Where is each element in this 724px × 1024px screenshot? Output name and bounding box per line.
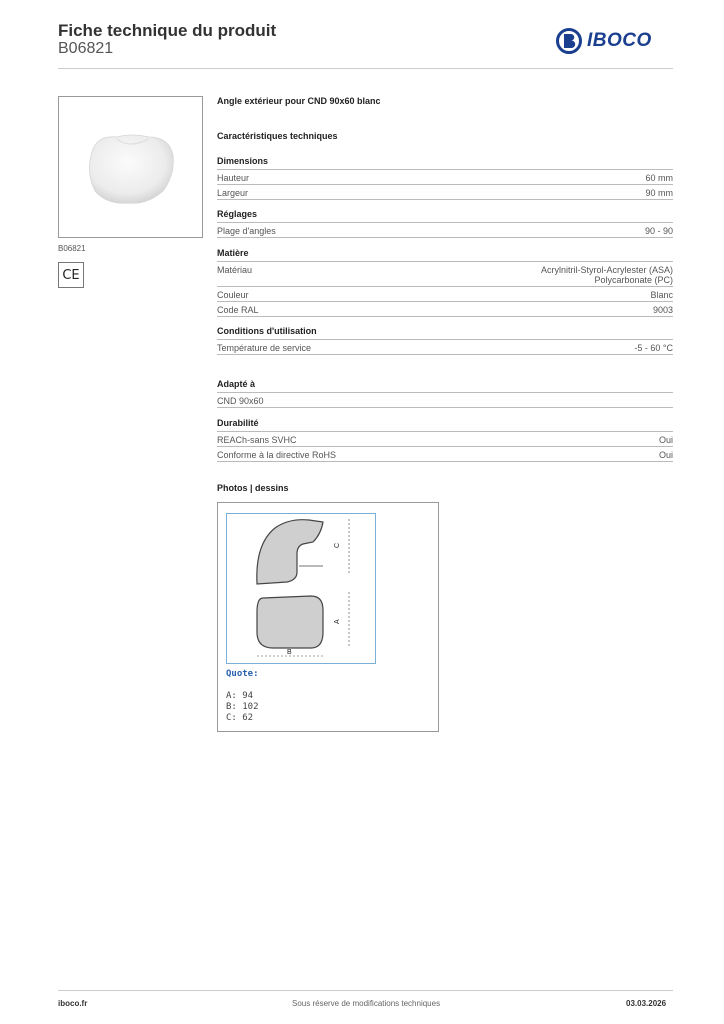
logo-text: IBOCO <box>587 30 652 51</box>
drawing-frame <box>226 513 376 664</box>
spec-value: Oui <box>658 435 673 445</box>
spec-row <box>217 169 673 184</box>
spec-value: Blanc <box>650 290 673 300</box>
matiere-section <box>217 248 673 317</box>
spec-label: Largeur <box>217 188 249 198</box>
spec-row <box>217 286 673 301</box>
dim-label-c: C <box>334 542 341 548</box>
specs-title: Caractéristiques techniques <box>217 131 338 141</box>
dim-label-b: B <box>287 649 292 656</box>
footer-date: 03.03.2026 <box>626 999 667 1008</box>
ce-label: CE <box>62 267 80 283</box>
dim-label-a: A <box>334 619 341 624</box>
technical-drawing <box>217 502 439 732</box>
matiere-title: Matière <box>217 248 249 258</box>
brand-logo <box>556 28 652 54</box>
spec-label: Matériau <box>217 265 253 275</box>
reglages-title: Réglages <box>217 209 258 219</box>
spec-row <box>217 222 673 238</box>
photos-title: Photos | dessins <box>217 483 289 493</box>
spec-value: 90 - 90 <box>644 226 673 236</box>
spec-value: 60 mm <box>645 173 673 183</box>
quote-line: A: 94 <box>226 691 254 701</box>
spec-row <box>217 431 673 446</box>
spec-label: Code RAL <box>217 305 259 315</box>
ce-mark <box>58 262 84 288</box>
conditions-title: Conditions d'utilisation <box>217 326 317 336</box>
spec-label: Plage d'angles <box>217 226 276 236</box>
adapte-title: Adapté à <box>217 379 256 389</box>
spec-row <box>217 446 673 462</box>
product-name: Angle extérieur pour CND 90x60 blanc <box>217 96 381 106</box>
image-caption: B06821 <box>58 244 86 253</box>
spec-value: Oui <box>658 450 673 460</box>
conditions-section <box>217 326 673 355</box>
adapte-section <box>217 379 673 408</box>
spec-label: REACh-sans SVHC <box>217 435 297 445</box>
quote-line: C: 62 <box>226 713 254 723</box>
dimensions-title: Dimensions <box>217 156 269 166</box>
spec-label: Conforme à la directive RoHS <box>217 450 337 460</box>
footer-site-link[interactable]: iboco.fr <box>58 999 88 1008</box>
spec-row <box>217 339 673 355</box>
spec-row <box>217 392 673 408</box>
quote-line: B: 102 <box>226 702 259 712</box>
product-image <box>58 96 203 238</box>
durabilite-title: Durabilité <box>217 418 259 428</box>
spec-row <box>217 261 673 286</box>
quote-title: Quote: <box>226 669 259 679</box>
page-title: Fiche technique du produit <box>58 21 277 40</box>
spec-value <box>541 265 673 285</box>
header-divider <box>58 68 673 69</box>
spec-value: -5 - 60 °C <box>634 343 673 353</box>
spec-value: 9003 <box>652 305 673 315</box>
spec-label: Température de service <box>217 343 312 353</box>
spec-value-line: Acrylnitril-Styrol-Acrylester (ASA) <box>540 265 673 275</box>
iboco-logo-icon <box>556 28 582 54</box>
spec-label: Hauteur <box>217 173 250 183</box>
footer-note: Sous réserve de modifications techniques <box>292 999 441 1008</box>
spec-value: 90 mm <box>645 188 673 198</box>
reglages-section <box>217 209 673 238</box>
spec-value-line: Polycarbonate (PC) <box>594 275 673 285</box>
spec-row <box>217 301 673 317</box>
spec-label: Couleur <box>217 290 249 300</box>
footer-divider <box>58 990 673 991</box>
product-code: B06821 <box>58 40 114 57</box>
durabilite-section <box>217 418 673 462</box>
spec-label: CND 90x60 <box>217 396 264 406</box>
spec-row <box>217 184 673 200</box>
dimensions-section <box>217 156 673 200</box>
